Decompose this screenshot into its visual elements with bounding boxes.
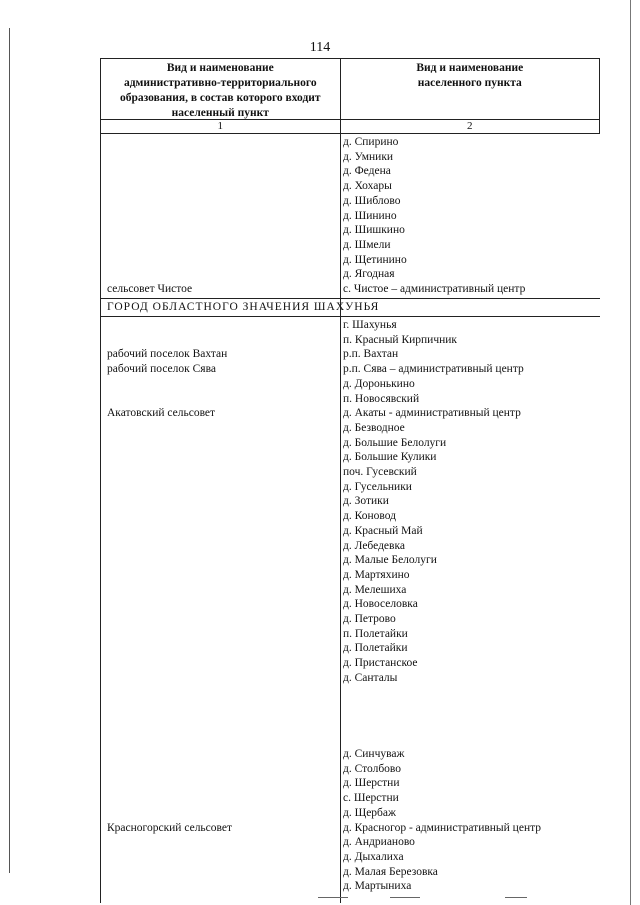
table-row [100,253,600,268]
table-row [100,347,600,362]
settlement-cell: д. Шерстни [343,777,400,790]
header-col-1-line: административно-территориального [123,77,317,89]
table-row [100,671,600,686]
table-row [100,821,600,836]
settlement-cell: п. Новосявский [343,392,420,405]
header-col-2-line: Вид и наименование [416,62,524,74]
settlement-cell: д. Малая Березовка [343,865,438,878]
settlement-cell: д. Андрианово [343,836,415,849]
table-row [100,583,600,598]
settlement-cell: д. Большие Белолуги [343,436,447,449]
table-header [100,58,600,119]
settlement-cell: д. Полетайки [343,642,408,655]
settlement-cell: поч. Гусевский [343,466,417,478]
table-row [100,612,600,627]
table-row [100,835,600,850]
table-row [100,406,600,421]
settlement-cell: д. Акаты - административный центр [343,407,521,420]
table-row [100,267,600,282]
settlement-cell: д. Хохары [343,180,392,193]
table-row [100,553,600,568]
settlement-cell: д. Красный Май [343,524,423,537]
settlement-cell: д. Дыхалиха [343,850,404,863]
table-row [100,318,600,333]
table-row [100,879,600,894]
settlement-cell: д. Доронькино [343,377,415,390]
city-heading: ГОРОД ОБЛАСТНОГО ЗНАЧЕНИЯ ШАХУНЬЯ [107,301,380,313]
table-row [100,436,600,451]
column-numbers-row [100,119,600,134]
settlement-cell: д. Зотики [343,495,389,508]
page-edge-right [630,0,631,905]
admin-unit-cell: рабочий поселок Сява [107,363,216,376]
settlement-cell: д. Мартыниха [343,880,412,893]
settlement-cell: д. Щетинино [343,253,407,266]
settlement-cell: р.п. Сява – административный центр [343,363,524,376]
table-row [100,747,600,762]
table-row [100,392,600,407]
settlement-cell: д. Спирино [343,136,399,148]
table-row [100,465,600,480]
settlement-cell: д. Шишкино [343,224,405,237]
header-col-2-line: населенного пункта [417,77,522,89]
settlement-cell: д. Федена [343,165,391,178]
table-row [100,568,600,583]
admin-unit-cell: Акатовский сельсовет [107,407,216,420]
settlement-cell: с. Шерстни [343,792,399,805]
table-row [100,238,600,253]
settlement-cell: г. Шахунья [343,319,397,331]
table-row [100,776,600,791]
settlement-cell: д. Безводное [343,421,405,434]
table-row [100,480,600,495]
table-row [100,194,600,209]
settlement-cell: д. Ягодная [343,268,395,281]
table-row [100,450,600,465]
table-row [100,164,600,179]
table-row [100,656,600,671]
settlement-cell: п. Полетайки [343,627,408,640]
settlement-cell: р.п. Вахтан [343,348,399,361]
page-edge-left [9,28,10,873]
settlement-cell: д. Мартяхино [343,568,410,581]
table-row [100,362,600,377]
row-divider [100,298,600,299]
table-row [100,524,600,539]
table-row [100,762,600,777]
admin-unit-cell: рабочий поселок Вахтан [107,348,228,361]
column-number-1: 1 [101,120,341,133]
header-col-1 [101,59,341,119]
settlement-cell: д. Красногор - административный центр [343,821,542,834]
settlement-cell: д. Щербаж [343,806,396,819]
footer-rule [390,897,420,898]
table-row [100,509,600,524]
footer-rule [505,897,527,898]
row-divider [100,316,600,317]
settlements-table [100,58,600,893]
table-row [100,539,600,554]
settlement-cell: д. Мелешиха [343,583,407,596]
settlement-cell: д. Санталы [343,671,398,684]
header-col-2 [341,59,599,119]
page-number: 114 [309,40,331,55]
column-number-2: 2 [467,120,473,132]
table-row [100,150,600,165]
table-row [100,806,600,821]
table-row [100,333,600,348]
header-col-1-line: образования, в состав которого входит [119,92,321,104]
table-row [100,597,600,612]
settlement-cell: п. Красный Кирпичник [343,333,458,346]
header-col-1-line: Вид и наименование [166,62,274,74]
table-row [100,850,600,865]
admin-unit-cell: сельсовет Чистое [107,283,193,295]
settlement-cell: д. Малые Белолуги [343,554,437,567]
table-row [100,627,600,642]
table-body [100,133,600,903]
table-row [100,223,600,238]
table-row [100,421,600,436]
settlement-cell: д. Умники [343,150,394,163]
settlement-cell: д. Шиблово [343,194,401,207]
table-row [100,377,600,392]
settlement-cell: д. Шмели [343,238,391,251]
settlement-cell: д. Шинино [343,209,397,222]
settlement-cell: д. Большие Кулики [343,451,437,464]
table-row [100,179,600,194]
table-row [100,135,600,150]
settlement-cell: д. Новоселовка [343,598,418,611]
settlement-cell: д. Петрово [343,613,396,625]
table-row [100,865,600,880]
settlement-cell: д. Гусельники [343,480,412,493]
settlement-cell: д. Синчуваж [343,748,405,760]
table-row [100,641,600,656]
footer-rule [318,897,348,898]
settlement-cell: д. Лебедевка [343,539,405,552]
table-row [100,209,600,224]
table-row [100,494,600,509]
header-col-1-line: населенный пункт [171,107,269,119]
settlement-cell: д. Столбово [343,762,402,775]
table-row [100,282,600,297]
admin-unit-cell: Красногорский сельсовет [107,821,233,834]
table-row [100,791,600,806]
settlement-cell: д. Пристанское [343,657,418,670]
settlement-cell: д. Коновод [343,510,396,523]
settlement-cell: с. Чистое – административный центр [343,283,526,295]
